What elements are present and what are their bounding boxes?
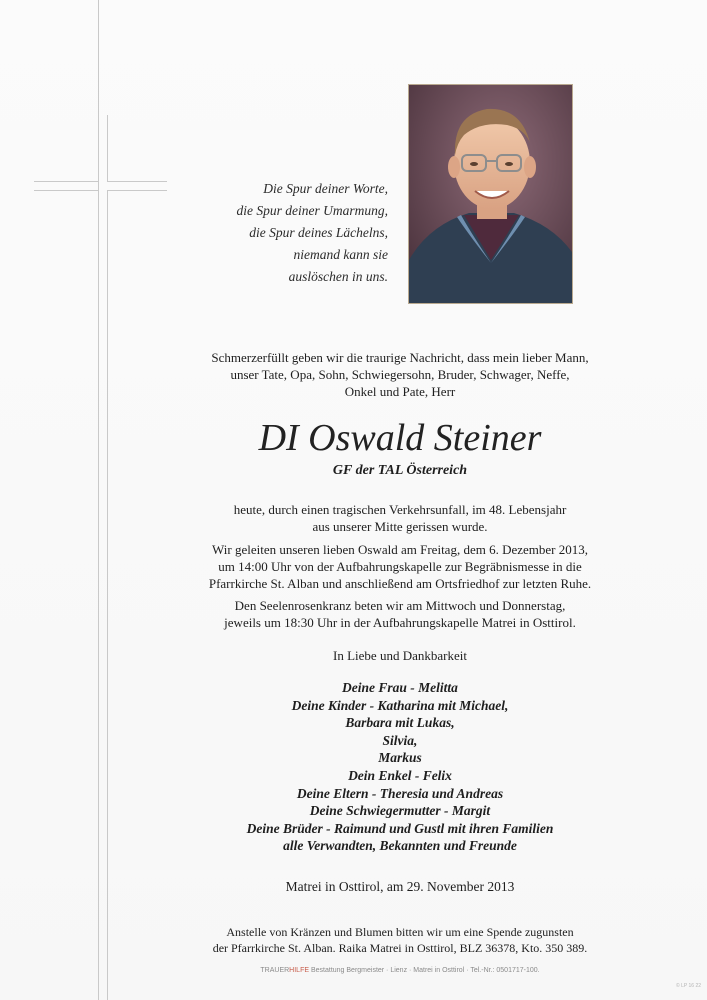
poem-line: auslöschen in uns. xyxy=(288,269,388,284)
paragraph-line: heute, durch einen tragischen Verkehrsunfall, im 48. Lebensjahr xyxy=(233,502,567,517)
mourners-list xyxy=(150,679,650,855)
paragraph-line: Den Seelenrosenkranz beten wir am Mittwoch und Donnerstag, xyxy=(234,598,566,613)
corner-code: © LP 16 22 xyxy=(676,983,701,989)
mourner-line: Deine Frau - Melitta xyxy=(342,680,458,695)
paragraph-line: Wir geleiten unseren lieben Oswald am Freitag, dem 6. Dezember 2013, xyxy=(212,542,588,557)
paragraph-line: Pfarrkirche St. Alban und anschließend am Ortsfriedhof zur letzten Ruhe. xyxy=(208,576,592,591)
paragraph-line: aus unserer Mitte gerissen wurde. xyxy=(312,519,488,534)
cross-vertical-line-top xyxy=(107,115,108,182)
rosary-paragraph xyxy=(150,597,650,631)
paragraph-line: jeweils um 18:30 Uhr in der Aufbahrungskapelle Matrei in Osttirol. xyxy=(224,615,576,630)
poem xyxy=(190,178,388,288)
mourner-line: Silvia, xyxy=(382,732,418,748)
place-and-date: Matrei in Osttirol, am 29. November 2013 xyxy=(285,879,515,894)
donation-note xyxy=(150,924,650,956)
donation-line: Anstelle von Kränzen und Blumen bitten wir um eine Spende zugunsten xyxy=(226,925,574,939)
cross-vertical-line xyxy=(98,0,99,1000)
death-notice-paragraph xyxy=(150,501,650,535)
footer-brand-part1: TRAUER xyxy=(260,967,290,974)
donation-line: der Pfarrkirche St. Alban. Raika Matrei in Osttirol, BLZ 36378, Kto. 350 389. xyxy=(212,941,588,955)
funeral-home-footer xyxy=(150,967,650,974)
mourner-line: Deine Eltern - Theresia und Andreas xyxy=(296,785,504,801)
cross-arm-left-top xyxy=(34,181,98,182)
mourner-line: alle Verwandten, Bekannten und Freunde xyxy=(283,838,517,854)
poem-line: die Spur deiner Umarmung, xyxy=(236,203,388,218)
poem-line: niemand kann sie xyxy=(293,247,388,262)
mourner-line: Deine Brüder - Raimund und Gustl mit ihren Familien xyxy=(246,820,554,836)
mourner-line: Dein Enkel - Felix xyxy=(348,767,452,783)
cross-vertical-line-inner xyxy=(107,190,108,1000)
cross-arm-right-top xyxy=(107,181,167,182)
poem-line: die Spur deines Lächelns, xyxy=(249,225,388,240)
mourner-line: Markus xyxy=(378,750,422,766)
intro-line: Schmerzerfüllt geben wir die traurige Nachricht, dass mein lieber Mann, xyxy=(211,350,589,365)
cross-joint xyxy=(98,190,99,200)
funeral-paragraph xyxy=(150,541,650,592)
portrait-photo xyxy=(408,84,573,304)
mourner-line: Deine Kinder - Katharina mit Michael, xyxy=(291,697,509,713)
intro-line: Onkel und Pate, Herr xyxy=(344,384,456,399)
intro-line: unser Tate, Opa, Sohn, Schwiegersohn, Bruder, Schwager, Neffe, xyxy=(230,367,570,382)
footer-brand-part2: HILFE xyxy=(289,967,310,974)
deceased-title: GF der TAL Österreich xyxy=(332,463,468,478)
paragraph-line: um 14:00 Uhr von der Aufbahrungskapelle zur Begräbnismesse in die xyxy=(218,559,582,574)
cross-arm-right-bottom xyxy=(107,190,167,191)
footer-text: Bestattung Bergmeister · Lienz · Matrei in Osttirol · Tel.-Nr.: 0501717-100. xyxy=(310,967,540,974)
mourner-line: Deine Schwiegermutter - Margit xyxy=(309,803,491,819)
announcement-intro xyxy=(150,349,650,400)
mourner-line: Barbara mit Lukas, xyxy=(345,715,455,731)
deceased-name: DI Oswald Steiner xyxy=(258,417,542,459)
cross-arm-left-bottom xyxy=(34,190,98,191)
poem-line: Die Spur deiner Worte, xyxy=(263,181,388,196)
closing-thanks: In Liebe und Dankbarkeit xyxy=(333,648,467,663)
